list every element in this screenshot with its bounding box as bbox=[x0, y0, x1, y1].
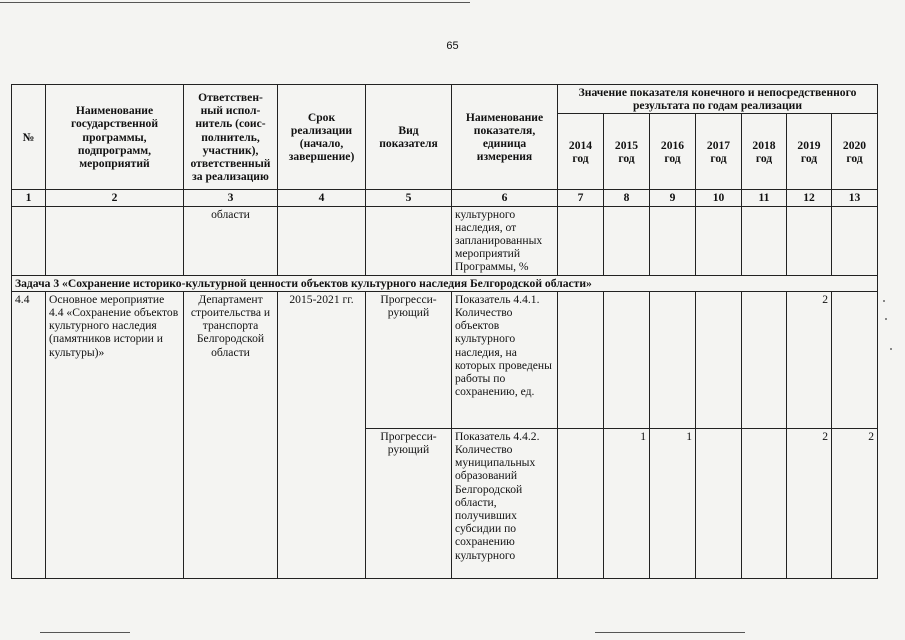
header-term: Срок реализации (начало, завершение) bbox=[278, 85, 366, 190]
continuation-indicator: культурного наследия, от запланированных мероприятий Программы, % bbox=[452, 206, 558, 275]
header-year-2016: 2016 год bbox=[650, 114, 696, 190]
indicator-table bbox=[11, 84, 878, 579]
column-number: 3 bbox=[184, 190, 278, 206]
row-number: 4.4 bbox=[12, 291, 46, 578]
value-2017 bbox=[696, 291, 742, 428]
scan-speck bbox=[885, 318, 887, 320]
column-number: 5 bbox=[366, 190, 452, 206]
implementation-term: 2015-2021 гг. bbox=[278, 291, 366, 578]
value-2016 bbox=[650, 291, 696, 428]
header-year-2018: 2018 год bbox=[742, 114, 787, 190]
page-number: 65 bbox=[446, 40, 459, 52]
column-number: 9 bbox=[650, 190, 696, 206]
task-row bbox=[12, 275, 878, 291]
value-2020: 2 bbox=[832, 428, 878, 578]
value-2015: 1 bbox=[604, 428, 650, 578]
indicator-row-4-4-1 bbox=[12, 291, 878, 428]
value-2014 bbox=[558, 291, 604, 428]
value-2019: 2 bbox=[787, 428, 832, 578]
value-2016: 1 bbox=[650, 428, 696, 578]
header-no: № bbox=[12, 85, 46, 190]
header-year-2014: 2014 год bbox=[558, 114, 604, 190]
column-number: 13 bbox=[832, 190, 878, 206]
value-2017 bbox=[696, 428, 742, 578]
column-number: 6 bbox=[452, 190, 558, 206]
column-number: 2 bbox=[46, 190, 184, 206]
header-responsible: Ответствен-ный испол-нитель (соис-полнитель, участник), ответственный за реализацию bbox=[184, 85, 278, 190]
column-number: 11 bbox=[742, 190, 787, 206]
column-number: 4 bbox=[278, 190, 366, 206]
value-2020 bbox=[832, 291, 878, 428]
header-indicator: Наименование показателя, единица измерения bbox=[452, 85, 558, 190]
indicator-type: Прогресси-рующий bbox=[366, 428, 452, 578]
header-year-2015: 2015 год bbox=[604, 114, 650, 190]
continuation-responsible: области bbox=[184, 206, 278, 275]
header-type: Вид показателя bbox=[366, 85, 452, 190]
scan-top-line bbox=[0, 2, 470, 3]
column-numbers-row bbox=[12, 190, 878, 206]
value-2019: 2 bbox=[787, 291, 832, 428]
header-year-2020: 2020 год bbox=[832, 114, 878, 190]
value-2018 bbox=[742, 428, 787, 578]
responsible-executor: Департамент строительства и транспорта Белгородской области bbox=[184, 291, 278, 578]
scan-speck bbox=[883, 300, 885, 302]
indicator-name: Показатель 4.4.1. Количество объектов культурного наследия, на которых проведены работы по сохранению, ед. bbox=[452, 291, 558, 428]
scan-bottom-line-right bbox=[595, 632, 745, 633]
header-name: Наименование государственной программы, подпрограмм, мероприятий bbox=[46, 85, 184, 190]
task-title: Задача 3 «Сохранение историко-культурной ценности объектов культурного наследия Белгородской области» bbox=[12, 275, 878, 291]
continuation-row bbox=[12, 206, 878, 275]
value-2015 bbox=[604, 291, 650, 428]
column-number: 8 bbox=[604, 190, 650, 206]
header-year-2019: 2019 год bbox=[787, 114, 832, 190]
measure-name: Основное мероприятие 4.4 «Сохранение объектов культурного наследия (памятников истории и культуры)» bbox=[46, 291, 184, 578]
value-2018 bbox=[742, 291, 787, 428]
column-number: 7 bbox=[558, 190, 604, 206]
column-number: 1 bbox=[12, 190, 46, 206]
indicator-name: Показатель 4.4.2. Количество муниципальных образований Белгородской области, получивших субсидии по сохранению культурного bbox=[452, 428, 558, 578]
value-2014 bbox=[558, 428, 604, 578]
column-number: 12 bbox=[787, 190, 832, 206]
column-number: 10 bbox=[696, 190, 742, 206]
header-year-2017: 2017 год bbox=[696, 114, 742, 190]
scan-speck bbox=[890, 348, 892, 350]
header-values: Значение показателя конечного и непосредственного результата по годам реализации bbox=[558, 85, 878, 114]
indicator-type: Прогресси-рующий bbox=[366, 291, 452, 428]
scan-bottom-line-left bbox=[40, 632, 130, 633]
